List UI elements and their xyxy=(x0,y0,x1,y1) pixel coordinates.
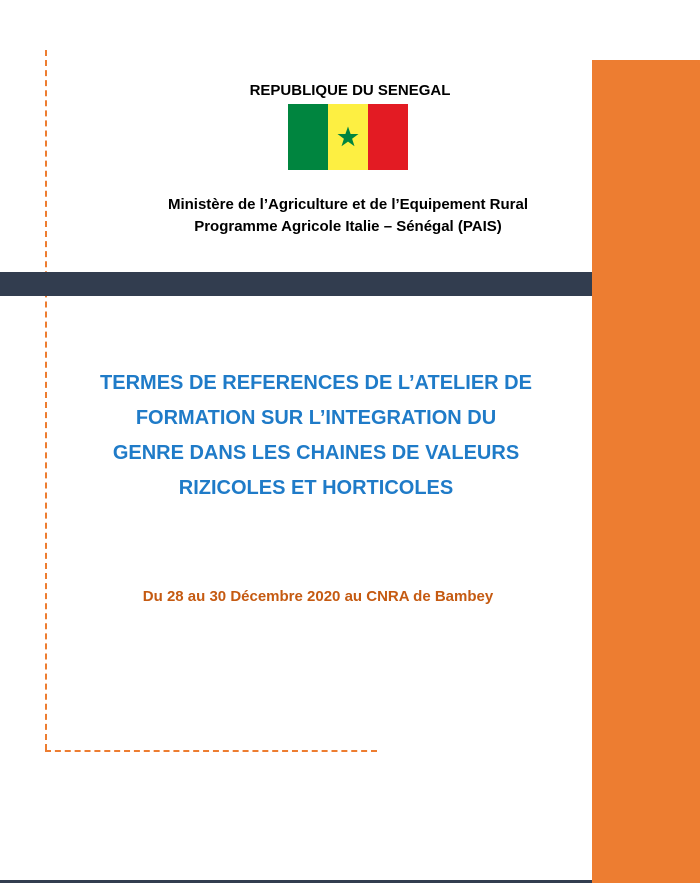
title-line: RIZICOLES ET HORTICOLES xyxy=(178,477,454,499)
country-heading: REPUBLIQUE DU SENEGAL xyxy=(249,82,451,99)
event-dates: Du 28 au 30 Décembre 2020 au CNRA de Bambey xyxy=(142,588,494,605)
star-icon xyxy=(328,104,368,170)
title-line: FORMATION SUR L’INTEGRATION DU xyxy=(135,407,497,429)
flag-band-yellow xyxy=(328,104,368,170)
title-line: GENRE DANS LES CHAINES DE VALEURS xyxy=(112,442,520,464)
senegal-flag-icon xyxy=(288,104,408,170)
document-title xyxy=(40,366,592,506)
dashed-frame-bottom xyxy=(45,750,377,752)
dark-divider-bar xyxy=(0,272,592,296)
ministry-name: Ministère de l’Agriculture et de l’Equipement Rural xyxy=(167,196,529,213)
title-line: TERMES DE REFERENCES DE L’ATELIER DE xyxy=(100,372,532,394)
orange-side-band xyxy=(592,60,700,883)
flag-band-red xyxy=(368,104,408,170)
ministry-block xyxy=(0,194,696,238)
flag-band-green xyxy=(288,104,328,170)
programme-name: Programme Agricole Italie – Sénégal (PAIS) xyxy=(194,218,502,235)
